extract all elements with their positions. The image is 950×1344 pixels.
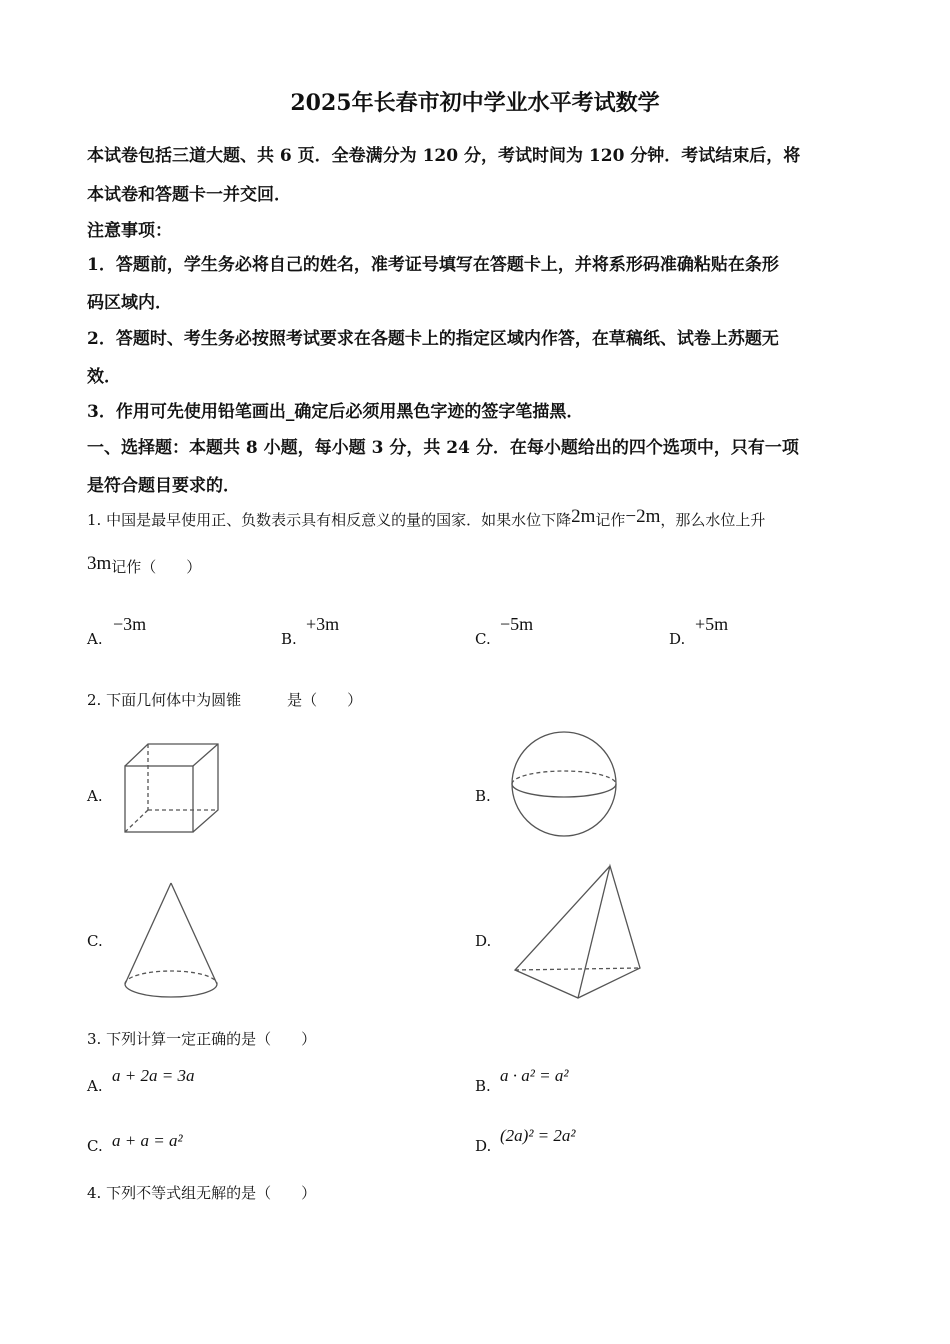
q2-option-a-label: A. [87, 787, 103, 805]
section-1-line-2: 是符合题目要求的． [87, 476, 240, 496]
note-1-line-2: 码区域内． [87, 293, 172, 313]
intro-line-1: 本试卷包括三道大题、共 6 页．全卷满分为 120 分，考试时间为 120 分钟．考试结束后，将 [87, 146, 801, 166]
note-2-line-1: 2．答题时、考生务必按照考试要求在各题卡上的指定区域内作答，在草稿纸、试卷上苏题无 [87, 329, 779, 349]
q3-option-b-expr: a · a² = a² [500, 1066, 569, 1085]
q3-option-c-expr: a + a = a² [112, 1131, 183, 1150]
q1-option-c-value: −5m [500, 614, 534, 634]
note-2-line-2: 效． [87, 367, 121, 387]
q1-option-c-label: C. [475, 630, 491, 648]
question-4-text [87, 1182, 316, 1203]
q1-option-a-value: −3m [113, 614, 147, 634]
question-1-text-line-2 [87, 553, 202, 578]
q2-option-d-label: D. [475, 932, 492, 950]
q3-option-d-label: D. [475, 1137, 492, 1155]
cone-figure [120, 880, 224, 1002]
notes-heading: 注意事项： [87, 221, 172, 241]
q3-option-a-label: A. [87, 1077, 103, 1095]
question-2-text [87, 689, 362, 710]
q1-option-b-label: B. [281, 630, 297, 648]
question-3-stem: 下列计算一定正确的是（ ） [106, 1030, 317, 1048]
q3-option-b-label: B. [475, 1077, 491, 1095]
question-1-text-c: ，那么水位上升 [660, 511, 766, 529]
question-1-text-a: 中国是最早使用正、负数表示具有相反意义的量的国家．如果水位下降 [106, 511, 572, 529]
q3-option-d-expr: (2a)² = 2a² [500, 1126, 576, 1145]
q2-option-b-label: B. [475, 787, 491, 805]
q1-option-a-label: A. [87, 630, 103, 648]
intro-line-2: 本试卷和答题卡一并交回． [87, 185, 291, 205]
question-1-text [87, 506, 766, 531]
question-1-math-3m: 3m [87, 553, 112, 574]
section-1-line-1: 一、选择题：本题共 8 小题，每小题 3 分，共 24 分．在每小题给出的四个选项中，只有一项 [87, 438, 799, 458]
question-4-number: 4. [87, 1184, 102, 1202]
question-3-text [87, 1028, 316, 1049]
pyramid-figure [510, 862, 644, 1002]
question-1-text-d: 记作（ ） [111, 558, 202, 576]
question-1-math-2m: 2m [571, 506, 596, 527]
sphere-figure [508, 730, 620, 838]
note-3: 3．作用可先使用铅笔画出_确定后必须用黑色字迹的签字笔描黑． [87, 402, 584, 422]
question-1-text-b: 记作 [595, 511, 626, 529]
question-1-number: 1. [87, 511, 102, 529]
q3-option-c-label: C. [87, 1137, 103, 1155]
question-2-number: 2. [87, 691, 102, 709]
question-4-stem: 下列不等式组无解的是（ ） [106, 1184, 317, 1202]
question-3-number: 3. [87, 1030, 102, 1048]
q1-option-b-value: +3m [306, 614, 340, 634]
note-1-line-1: 1．答题前，学生务必将自己的姓名，准考证号填写在答题卡上，并将系形码准确粘贴在条形 [87, 255, 779, 275]
q2-option-c-label: C. [87, 932, 103, 950]
cube-figure [120, 740, 224, 836]
q1-option-d-label: D. [669, 630, 686, 648]
page-title: 2025年长春市初中学业水平考试数学 [290, 90, 660, 116]
q1-option-d-value: +5m [695, 614, 729, 634]
question-2-text-b: 是（ ） [287, 691, 363, 709]
question-2-text-a: 下面几何体中为圆锥 [106, 691, 242, 709]
question-1-math-neg2m: −2m [625, 506, 661, 527]
q3-option-a-expr: a + 2a = 3a [112, 1066, 195, 1085]
